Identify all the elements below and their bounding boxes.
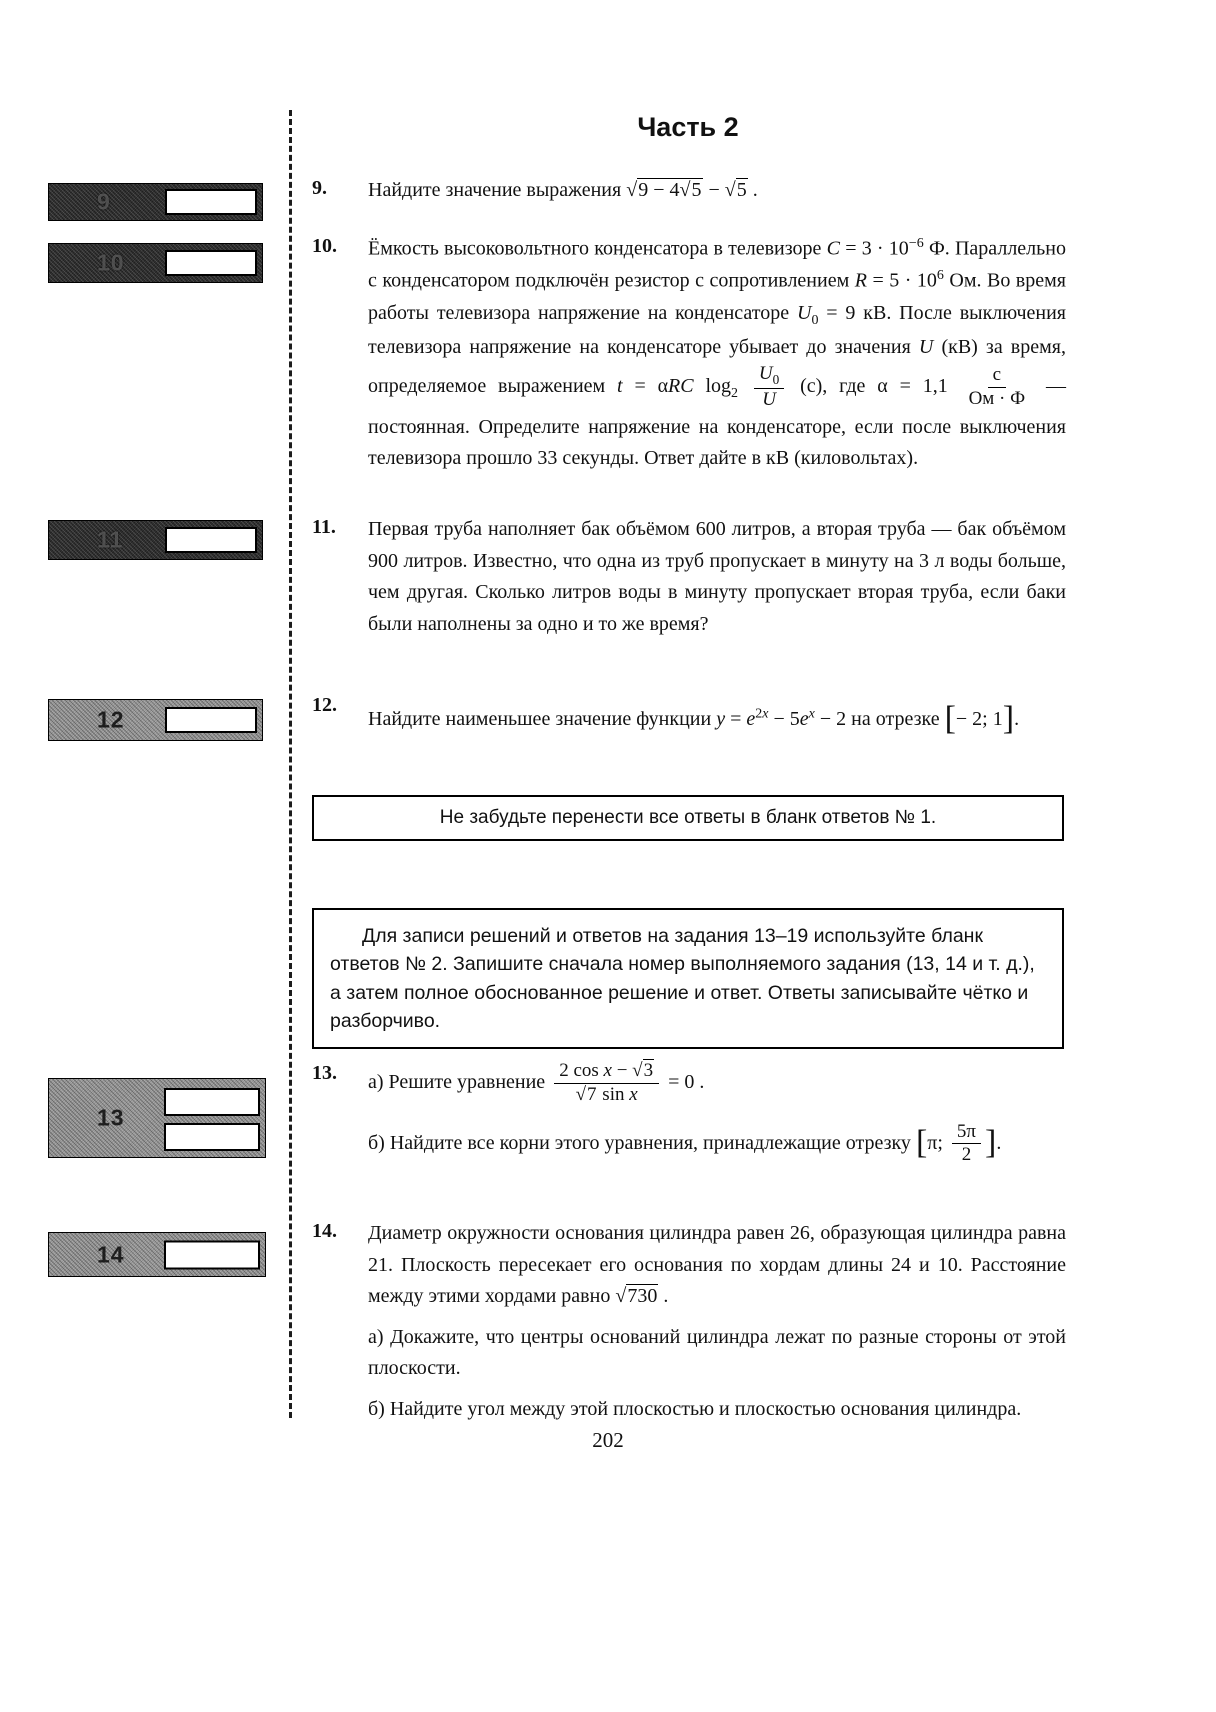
answer-widget-12 bbox=[48, 699, 263, 741]
problem-body bbox=[368, 175, 1066, 207]
problem-11 bbox=[310, 514, 1066, 640]
instructions-notice bbox=[312, 908, 1064, 1049]
answer-input-box[interactable] bbox=[165, 527, 257, 553]
problem-text-part-a: а) Решите уравнение $\frac{\text{2 cos x − √3}}{\text{√7 sin x}}$ = 0 . bbox=[368, 1060, 705, 1105]
problem-number: 9. bbox=[312, 177, 327, 199]
answer-widget-13 bbox=[48, 1078, 266, 1158]
answer-input-box[interactable] bbox=[165, 707, 257, 733]
problem-body bbox=[368, 233, 1066, 475]
margin-divider-dashed-line bbox=[289, 110, 292, 1418]
problem-14 bbox=[310, 1218, 1066, 1426]
answer-widget-9 bbox=[48, 183, 263, 221]
answer-widget-10 bbox=[48, 243, 263, 283]
problem-text-part-a: а) Докажите, что центры оснований цилиндра лежат по разные стороны от этой плоскости. bbox=[368, 1325, 1066, 1380]
answer-widget-14 bbox=[48, 1232, 266, 1277]
problem-body bbox=[368, 692, 1066, 746]
problem-13 bbox=[310, 1060, 1066, 1169]
answer-widget-number: 10 bbox=[97, 249, 125, 276]
part-title: Часть 2 bbox=[637, 112, 739, 142]
problem-text: Ёмкость высоковольтного конденсатора в телевизоре $C = 3 \cdot 10^{-6}$ Ф. Параллельно с конденсатором подключён резистор с сопротивлением $R = 5 \cdot 10^6$ Ом. Во время работы телевизора напряжение на конденсаторе $U_0 = 9$ кВ. После выключения телевизора напряжение на конденсаторе убывает до значения U (кВ) за время, определяемое выражением t = αRC $\log_2$ $\frac{U_0}{U}$ (с), где α = 1,1 $\frac{с}{Ом \cdot Ф}$ — постоянная. Определите напряжение на конденсаторе, если после выключения телевизора прошло 33 секунды. Ответ дайте в кВ (киловольтах). bbox=[368, 236, 1067, 470]
problem-text: Найдите наименьшее значение функции $y = e^{2x} - 5e^x - 2$ на отрезке [− 2; 1]. bbox=[368, 700, 1020, 737]
problem-number: 10. bbox=[312, 235, 337, 257]
problem-body bbox=[368, 514, 1066, 640]
transfer-answers-notice bbox=[312, 795, 1064, 841]
notice-text: Для записи решений и ответов на задания 13–19 используйте бланк ответов № 2. Запишите сначала номер выполняемого задания (13, 14 и т. д.), а затем полное обоснованное решение и ответ. Ответы записывайте чётко и разборчиво. bbox=[330, 925, 1035, 1032]
problem-body bbox=[368, 1060, 1066, 1169]
answer-input-box[interactable] bbox=[165, 189, 257, 215]
answer-widget-number: 11 bbox=[97, 526, 124, 553]
answer-widget-11 bbox=[48, 520, 263, 560]
answer-input-box[interactable] bbox=[165, 250, 257, 276]
answer-input-box[interactable] bbox=[164, 1240, 260, 1269]
problem-number: 14. bbox=[312, 1220, 337, 1242]
problem-number: 11. bbox=[312, 516, 336, 538]
problem-text-part-b: б) Найдите все корни этого уравнения, принадлежащие отрезку [π; $\frac{5\pi}{2}$ ]. bbox=[368, 1120, 1002, 1166]
problem-text: Диаметр окружности основания цилиндра равен 26, образующая цилиндра равна 21. Плоскость пересекает его основания по хордам длины 24 и 10. Расстояние между этими хордами равно √730 . bbox=[368, 1222, 1066, 1308]
problem-text: Первая труба наполняет бак объёмом 600 литров, а вторая труба — бак объёмом 900 литров. Известно, что одна из труб пропускает в минуту на 3 л воды больше, чем другая. Сколько литров воды в минуту пропускает вторая труба, если баки были наполнены за одно и то же время? bbox=[368, 518, 1066, 635]
page-number: 202 bbox=[592, 1428, 624, 1452]
answer-widget-number: 9 bbox=[97, 188, 111, 215]
problem-text-part-b: б) Найдите угол между этой плоскостью и плоскостью основания цилиндра. bbox=[368, 1397, 1022, 1420]
answer-input-box[interactable] bbox=[164, 1088, 260, 1116]
problem-text: Найдите значение выражения √9 − 4√5 − √5 . bbox=[368, 179, 758, 201]
problem-10 bbox=[310, 233, 1066, 475]
answer-input-box[interactable] bbox=[164, 1123, 260, 1151]
answer-widget-number: 12 bbox=[97, 706, 125, 733]
answer-widget-number: 14 bbox=[97, 1241, 125, 1267]
notice-text: Не забудьте перенести все ответы в бланк ответов № 1. bbox=[439, 807, 937, 828]
problem-number: 13. bbox=[312, 1062, 337, 1084]
problem-body bbox=[368, 1218, 1066, 1426]
problem-number: 12. bbox=[312, 694, 337, 716]
problem-9 bbox=[310, 175, 1066, 207]
answer-widget-number: 13 bbox=[97, 1104, 125, 1131]
problem-12 bbox=[310, 692, 1066, 746]
